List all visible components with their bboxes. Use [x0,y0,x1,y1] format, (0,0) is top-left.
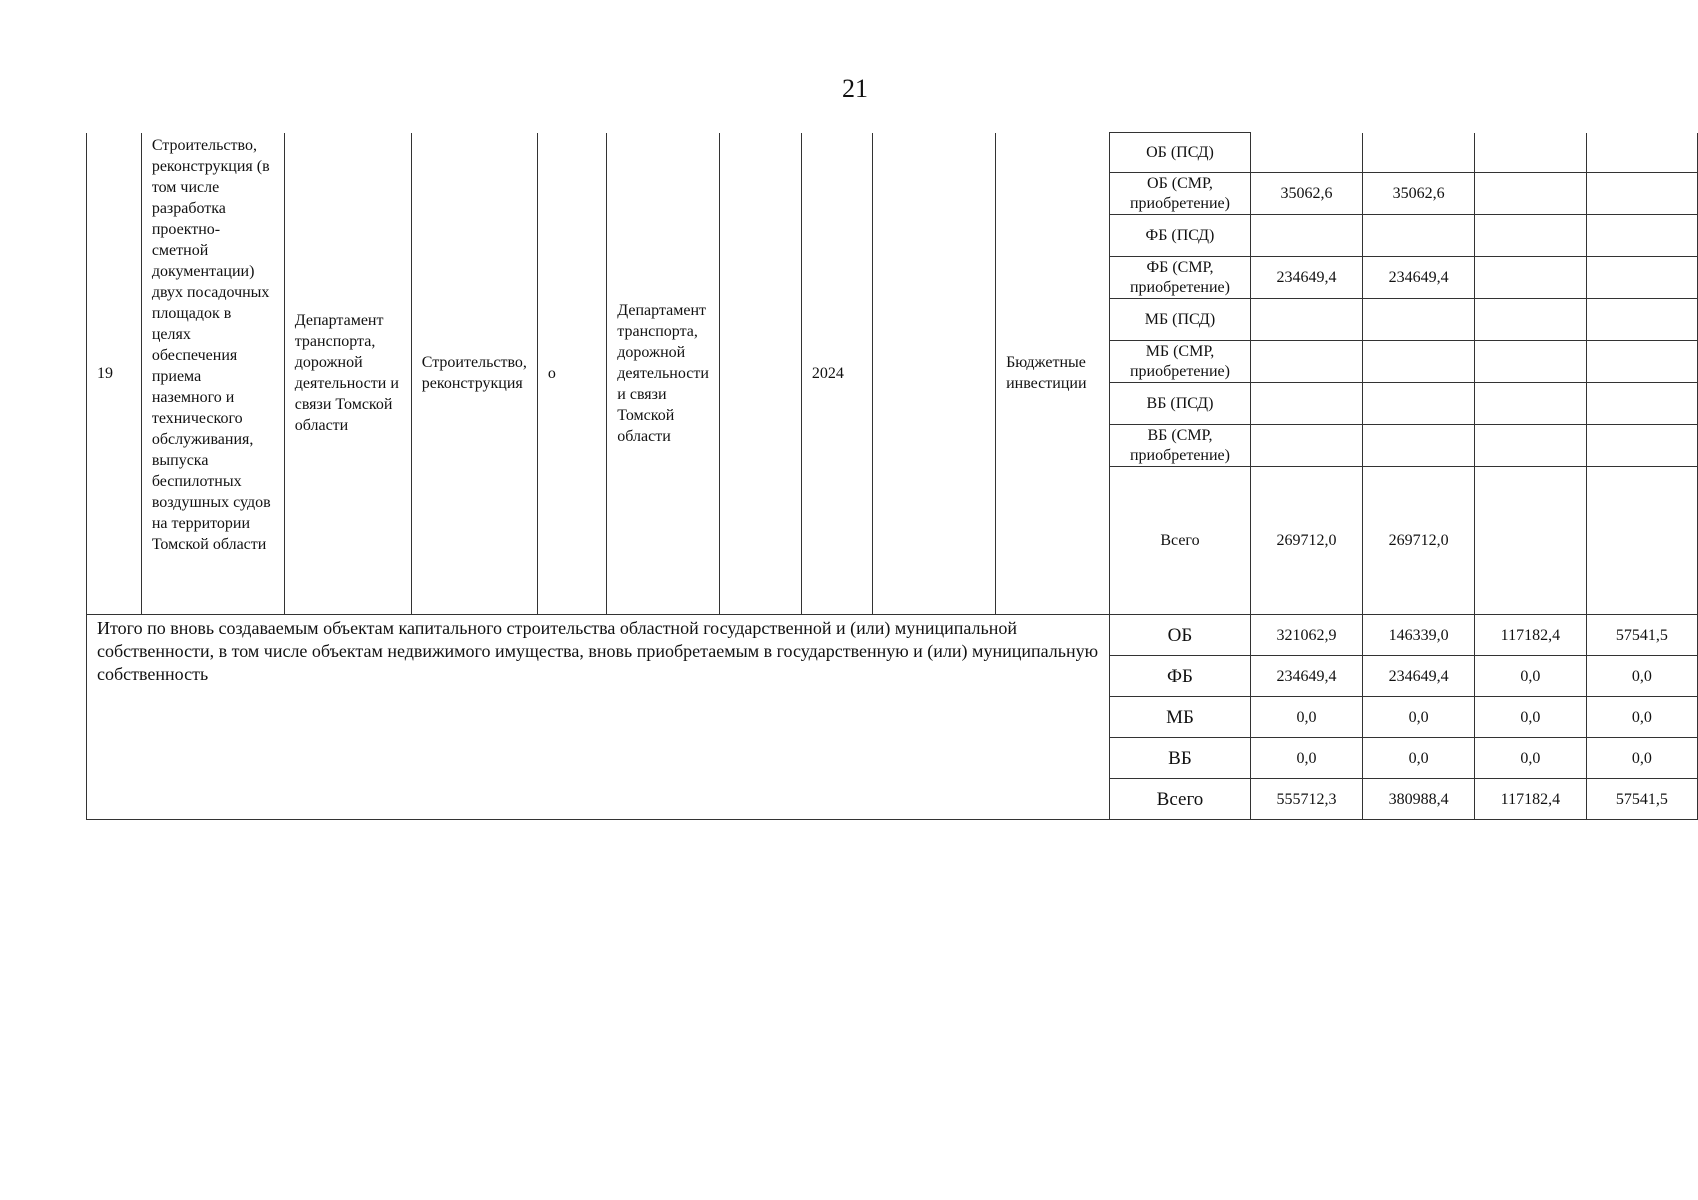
funding-value-4 [1586,467,1697,615]
funding-value-3 [1475,257,1587,299]
funding-value-3 [1475,467,1587,615]
funding-value-4 [1586,215,1697,257]
funding-label: ФБ (ПСД) [1110,215,1250,257]
funding-value-3 [1475,133,1587,173]
total-value-2: 380988,4 [1363,779,1475,820]
funding-label: МБ (ПСД) [1110,299,1250,341]
funding-value-4 [1586,257,1697,299]
total-funding-label: ФБ [1110,656,1250,697]
total-value-1: 234649,4 [1250,656,1363,697]
funding-row [87,133,1698,173]
funding-label: Всего [1110,467,1250,615]
mark-cell: о [537,133,606,615]
work-type-cell: Строительство, реконструкция [411,133,537,615]
total-funding-label: ОБ [1110,615,1250,656]
funding-value-2 [1363,299,1475,341]
total-value-4: 57541,5 [1586,779,1697,820]
total-value-3: 0,0 [1475,738,1587,779]
funding-value-4 [1586,299,1697,341]
funding-value-1 [1250,133,1363,173]
funding-value-2 [1363,133,1475,173]
funding-value-3 [1475,425,1587,467]
funding-value-2: 35062,6 [1363,173,1475,215]
funding-value-1 [1250,299,1363,341]
page-number: 21 [842,74,868,103]
total-value-1: 555712,3 [1250,779,1363,820]
total-description: Итого по вновь создаваемым объектам капитального строительства областной государственной и (или) муниципальной собственности, в том числе объектам недвижимого имущества, вновь приобретаемым в государственную и (или) муниципальную собственность [87,615,1110,820]
funding-label: ОБ (СМР, приобретение) [1110,173,1250,215]
funding-value-4 [1586,383,1697,425]
total-value-3: 0,0 [1475,656,1587,697]
funding-value-1 [1250,383,1363,425]
investment-type-cell: Бюджетные инвестиции [996,133,1110,615]
executor-cell: Департамент транспорта, дорожной деятельности и связи Томской области [607,133,720,615]
year-cell: 2024 [801,133,872,615]
empty-cell-b [872,133,995,615]
total-funding-label: Всего [1110,779,1250,820]
funding-value-1: 35062,6 [1250,173,1363,215]
funding-value-4 [1586,133,1697,173]
funding-label: ВБ (СМР, приобретение) [1110,425,1250,467]
funding-value-4 [1586,173,1697,215]
total-value-2: 146339,0 [1363,615,1475,656]
total-value-2: 0,0 [1363,697,1475,738]
total-value-4: 0,0 [1586,738,1697,779]
funding-value-2 [1363,215,1475,257]
total-funding-label: ВБ [1110,738,1250,779]
funding-value-2 [1363,425,1475,467]
funding-value-1 [1250,425,1363,467]
funding-value-2 [1363,341,1475,383]
total-value-1: 0,0 [1250,738,1363,779]
total-value-2: 0,0 [1363,738,1475,779]
total-value-1: 321062,9 [1250,615,1363,656]
funding-value-1: 234649,4 [1250,257,1363,299]
funding-label: ВБ (ПСД) [1110,383,1250,425]
total-value-3: 117182,4 [1475,779,1587,820]
funding-value-3 [1475,383,1587,425]
total-funding-label: МБ [1110,697,1250,738]
funding-value-2: 269712,0 [1363,467,1475,615]
investment-table [86,132,1698,820]
funding-value-1: 269712,0 [1250,467,1363,615]
funding-value-1 [1250,341,1363,383]
funding-value-4 [1586,341,1697,383]
total-value-4: 0,0 [1586,697,1697,738]
total-value-4: 57541,5 [1586,615,1697,656]
total-row [87,615,1698,656]
funding-value-3 [1475,299,1587,341]
funding-label: МБ (СМР, приобретение) [1110,341,1250,383]
row-number: 19 [87,133,142,615]
funding-value-3 [1475,341,1587,383]
funding-value-1 [1250,215,1363,257]
funding-value-4 [1586,425,1697,467]
funding-value-3 [1475,215,1587,257]
object-description: Строительство, реконструкция (в том числе разработка проектно-сметной документации) двух посадочных площадок в целях обеспечения приема наземного и технического обслуживания, выпуска беспилотных воздушных судов на территории Томской области [141,133,284,615]
total-value-1: 0,0 [1250,697,1363,738]
funding-value-2 [1363,383,1475,425]
total-value-3: 117182,4 [1475,615,1587,656]
funding-value-3 [1475,173,1587,215]
total-value-2: 234649,4 [1363,656,1475,697]
empty-cell-a [719,133,801,615]
total-value-3: 0,0 [1475,697,1587,738]
total-value-4: 0,0 [1586,656,1697,697]
funding-label: ФБ (СМР, приобретение) [1110,257,1250,299]
funding-label: ОБ (ПСД) [1110,133,1250,173]
customer-cell: Департамент транспорта, дорожной деятельности и связи Томской области [284,133,411,615]
funding-value-2: 234649,4 [1363,257,1475,299]
